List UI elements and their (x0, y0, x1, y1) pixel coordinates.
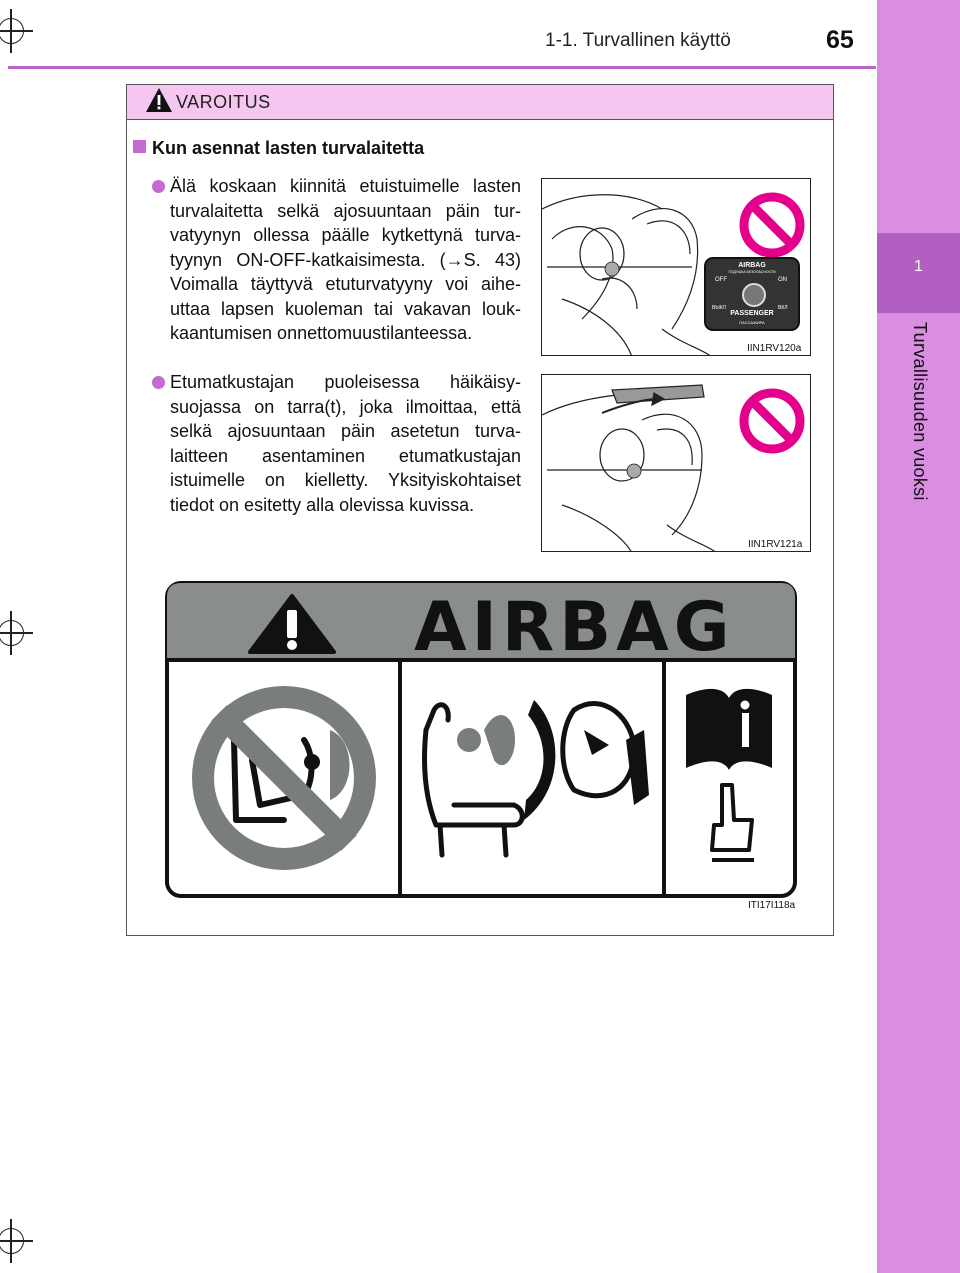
section-title: 1-1. Turvallinen käyttö (545, 30, 731, 51)
header-rule (8, 66, 876, 69)
airbag-switch-panel (704, 257, 800, 331)
figure-code-3: ITI17I118a (748, 900, 796, 911)
switch-off-label: OFF (715, 277, 727, 283)
switch-off-ru: ВЫКЛ (712, 305, 726, 311)
page-number: 65 (826, 26, 854, 54)
warning-triangle-icon (145, 87, 173, 113)
registration-mark-bottom-left (0, 1228, 24, 1254)
switch-title: AIRBAG (738, 262, 766, 269)
switch-subtitle: ПОДУШКА БЕЗОПАСНОСТИ (728, 270, 776, 274)
registration-mark-mid-left (0, 620, 24, 646)
chapter-title: Turvallisuuden vuoksi (910, 322, 930, 501)
round-bullet-icon (152, 180, 165, 193)
switch-on-label: ON (778, 277, 787, 283)
illustration-child-seat-switch (541, 178, 811, 356)
airbag-label-word: AIRBAG (414, 588, 735, 667)
side-tab-bar (877, 0, 960, 1273)
square-bullet-icon (133, 140, 146, 153)
prohibited-sign-icon (738, 191, 806, 259)
figure-code-2: IIN1RV121a (748, 539, 803, 550)
switch-passenger: PASSENGER (730, 310, 774, 317)
chapter-number: 1 (914, 258, 923, 275)
switch-on-ru: ВКЛ (778, 305, 788, 311)
illustration-sun-visor (541, 374, 811, 552)
registration-mark-top-left (0, 18, 24, 44)
warning-label: VAROITUS (176, 92, 271, 112)
prohibited-sign-icon (738, 387, 806, 455)
figure-code-1: IIN1RV120a (747, 343, 802, 354)
switch-knob (742, 283, 766, 307)
warning-paragraph-2: Etumatkustajan puoleisessa häikäisy-suojassa on tarra(t), joka ilmoittaa, että selkä ajosuuntaan päin asetetun turva-laitteen asentaminen etumatkustajan istuimelle on kielletty. Yksityiskohtaiset tiedot on esitetty alla olevissa kuvissa. (170, 372, 521, 515)
switch-passenger-ru: ПАССАЖИРА (739, 320, 765, 325)
round-bullet-icon (152, 376, 165, 389)
warning-subheading: Kun asennat lasten turvalaitetta (152, 138, 425, 158)
warning-paragraph-1: Älä koskaan kiinnitä etuistuimelle lasten turvalaitetta selkä ajosuuntaan päin tur-vatyynyn ollessa päälle kytkettynä turva-tyynyn ON-OFF-katkaisimesta. (→S. 43) Voimalla täyttyvä etuturvatyyny voi aihe-uttaa lapsen kuoleman tai vakavan louk-kaantumisen onnettomuustilanteessa. (170, 176, 521, 343)
